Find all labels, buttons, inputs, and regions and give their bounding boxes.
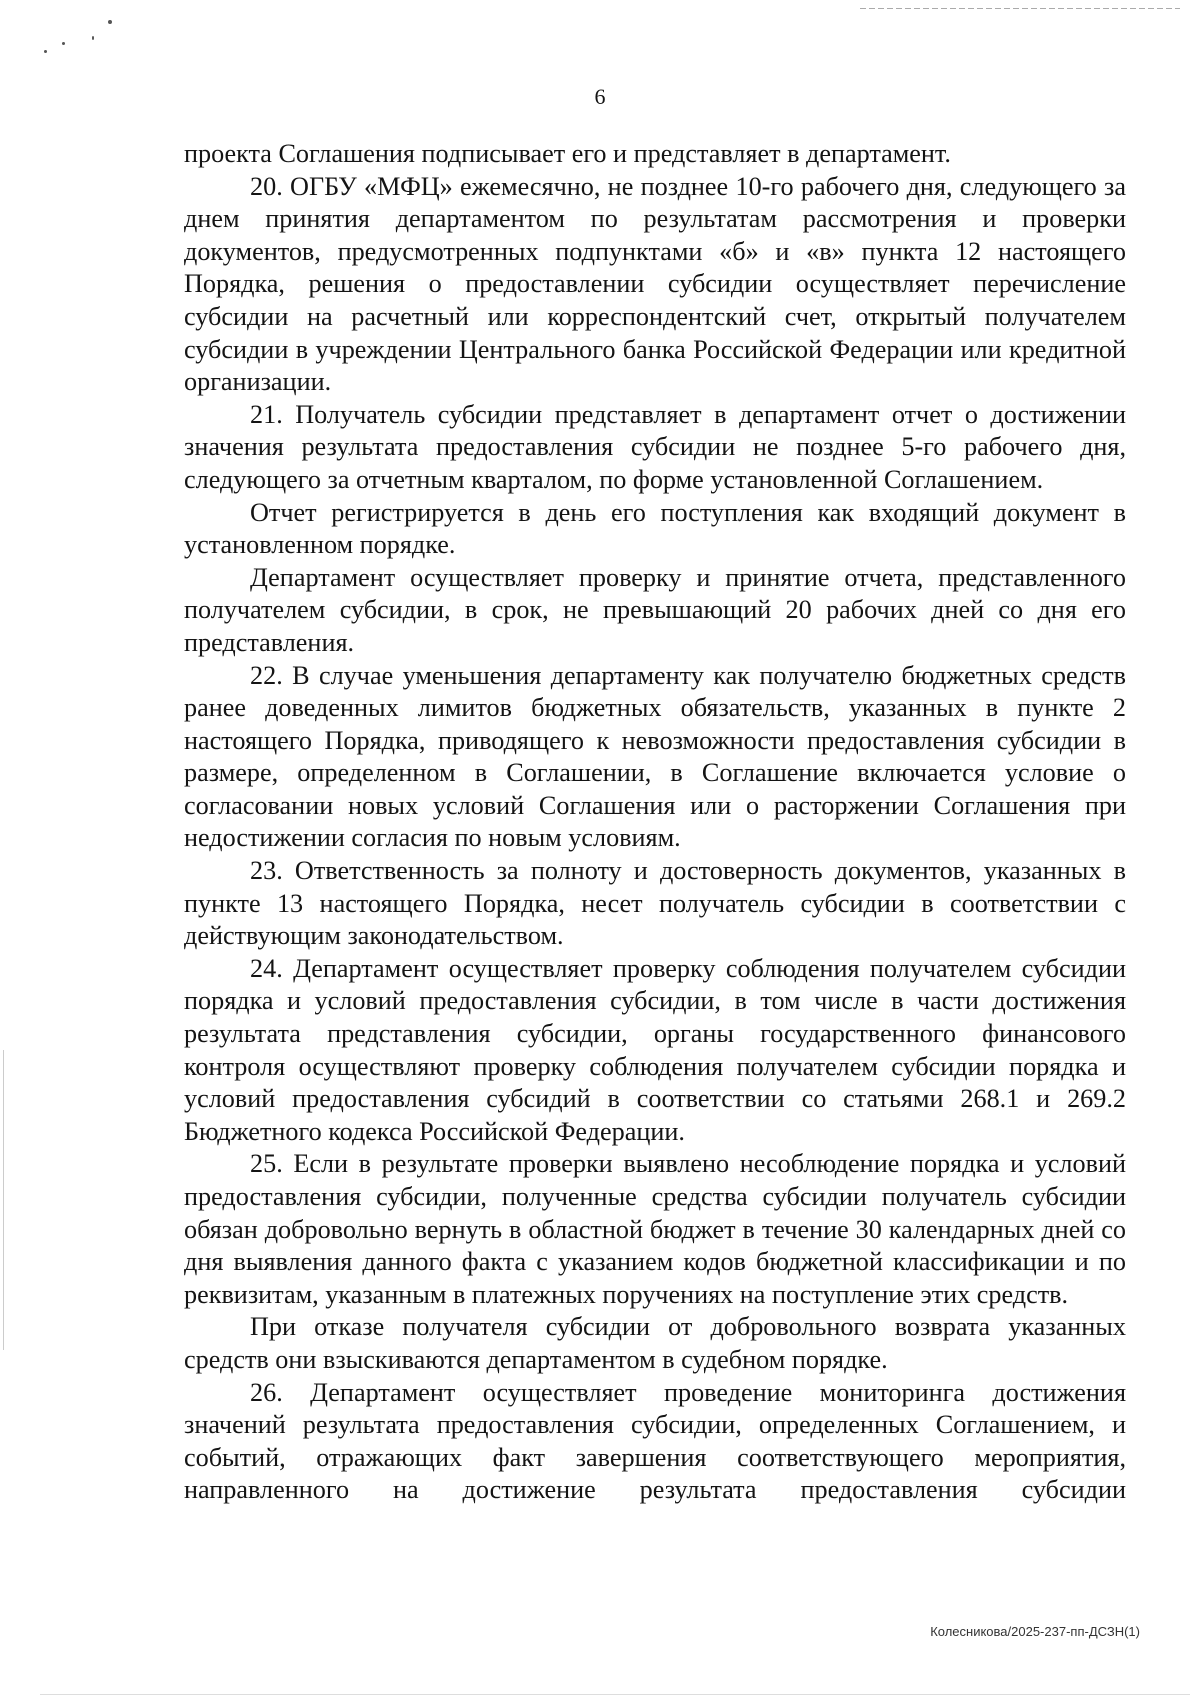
paragraph: При отказе получателя субсидии от добровольного возврата указанных средств они взыскиваются департаментом в судебном порядке. <box>184 1312 1126 1374</box>
scan-edge-mark <box>3 1050 4 1350</box>
paragraph: 24. Департамент осуществляет проверку соблюдения получателем субсидии порядка и условий предоставления субсидии, в том числе в части достижения результата представления субсидии, органы государственного финансового контроля осуществляют проверку соблюдения получателем субсидии порядка и условий предоставления субсидий в соответствии со статьями 268.1 и 269.2 Бюджетного кодекса Российской Федерации. <box>184 953 1126 1146</box>
paragraph: 20. ОГБУ «МФЦ» ежемесячно, не позднее 10-го рабочего дня, следующего за днем принятия департаментом по результатам рассмотрения и проверки документов, предусмотренных подпунктами «б» и «в» пункта 12 настоящего Порядка, решения о предоставлении субсидии осуществляет перечисление субсидии на расчетный или корреспондентский счет, открытый получателем субсидии в учреждении Центрального банка Российской Федерации или кредитной организации. <box>184 171 1126 397</box>
scan-speck <box>62 42 65 45</box>
scan-edge-mark <box>860 8 1180 9</box>
paragraph: проекта Соглашения подписывает его и представляет в департамент. <box>184 139 951 168</box>
paragraph: 26. Департамент осуществляет проведение мониторинга достижения значений результата предоставления субсидии, определенных Соглашением, и событий, отражающих факт завершения соответствующего мероприятия, направленного на достижение результата предоставления субсидии <box>184 1377 1126 1505</box>
paragraph: 23. Ответственность за полноту и достоверность документов, указанных в пункте 13 настоящего Порядка, несет получатель субсидии в соответствии с действующим законодательством. <box>184 856 1126 951</box>
scan-speck <box>92 36 94 40</box>
paragraph: Департамент осуществляет проверку и принятие отчета, представленного получателем субсидии, в срок, не превышающий 20 рабочих дней со дня его представления. <box>184 562 1126 657</box>
document-body <box>184 138 1126 1507</box>
page-number: 6 <box>594 84 606 109</box>
paragraph: 25. Если в результате проверки выявлено несоблюдение порядка и условий предоставления субсидии, полученные средства субсидии получатель субсидии обязан добровольно вернуть в областной бюджет в течение 30 календарных дней со дня выявления данного факта с указанием кодов бюджетной классификации и по реквизитам, указанным в платежных поручениях на поступление этих средств. <box>184 1149 1126 1309</box>
paragraph: 21. Получатель субсидии представляет в департамент отчет о достижении значения результата предоставления субсидии не позднее 5-го рабочего дня, следующего за отчетным кварталом, по форме установленной Соглашением. <box>184 399 1126 494</box>
scan-speck <box>44 50 47 53</box>
paragraph: 22. В случае уменьшения департаменту как получателю бюджетных средств ранее доведенных лимитов бюджетных обязательств, указанных в пункте 2 настоящего Порядка, приводящего к невозможности предоставления субсидии в размере, определенном в Соглашении, в Соглашение включается условие о согласовании новых условий Соглашения или о расторжении Соглашения при недостижении согласия по новым условиям. <box>184 660 1126 853</box>
scan-speck <box>108 20 112 24</box>
scan-edge-mark <box>40 1694 1190 1695</box>
paragraph: Отчет регистрируется в день его поступления как входящий документ в установленном порядке. <box>184 497 1126 560</box>
document-reference-code: Колесникова/2025-237-пп-ДСЗН(1) <box>930 1624 1140 1639</box>
